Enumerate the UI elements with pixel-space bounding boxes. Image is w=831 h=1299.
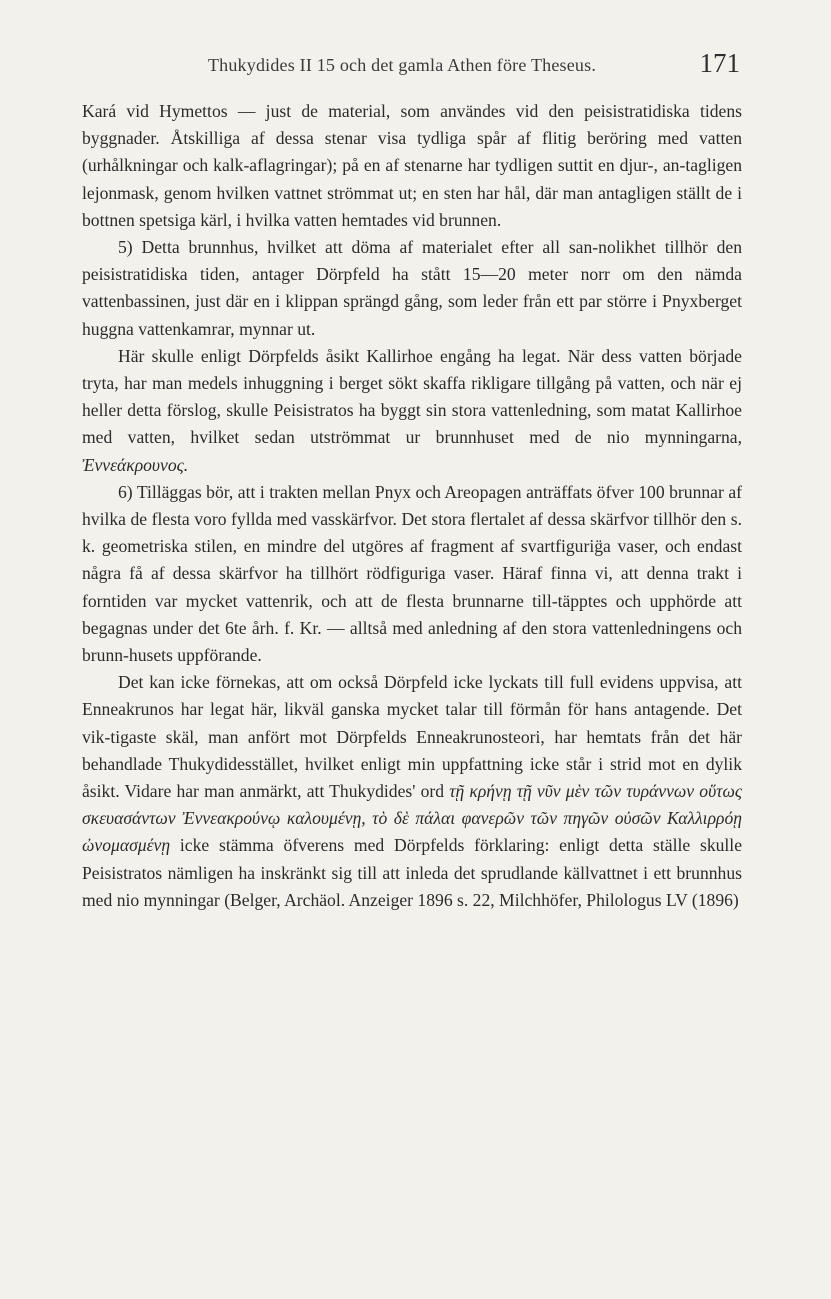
greek-term-enneakrunos: Ἐννεάκρουνος.	[82, 454, 189, 475]
page-header	[92, 48, 740, 86]
body-text	[82, 98, 742, 914]
paragraph-3-text: Här skulle enligt Dörpfelds åsikt Kallirhoe engång ha legat. När dess vatten började tryta, har man medels inhuggning i berget sökt skaffa rikligare tillgång på vatten, och när ej heller detta förslog, skulle Peisistratos ha byggt sin stora vattenledning, som matat Kallirhoe med vatten, hvilket sedan utströmmat ur brunnhuset med de nio mynningarna,	[82, 345, 742, 448]
paragraph-5	[82, 669, 742, 914]
paragraph-1-text: Kará vid Hymettos — just de material, som användes vid den peisistratidiska tidens byggnader. Åtskilliga af dessa stenar visa tydliga spår af flitig beröring med vatten (urhålkningar och kalk-aflagringar); på en af stenarne har tydligen suttit en djur-, an-tagligen lejonmask, genom hvilken vattnet strömmat ut; en sten har hål, där man antagligen ställt de i bottnen spetsiga kärl, i hvilka vatten hemtades vid brunnen.	[82, 101, 742, 230]
paragraph-4-text: 6) Tilläggas bör, att i trakten mellan Pnyx och Areopagen anträffats öfver 100 brunnar af hvilka de flesta voro fyllda med vasskärfvor. Det stora flertalet af dessa skärfvor tillhör den s. k. geometriska stilen, en mindre del utgöres af fragment af svartfigurig̈a vaser, och endast några få af dessa skärfvor ha tillhört rödfiguriga vaser. Häraf finna vi, att denna trakt i forntiden var mycket vattenrik, och att de flesta brunnarne till-täpptes och upphörde att begagnas under det 6te årh. f. Kr. — alltså med anledning af den stora vattenledningens och brunn-husets uppförande.	[82, 481, 742, 666]
paragraph-4	[82, 479, 742, 669]
paragraph-1	[82, 98, 742, 234]
paragraph-2	[82, 234, 742, 343]
paragraph-3	[82, 343, 742, 479]
paragraph-5-tail: icke stämma öfverens med Dörpfelds förklaring: enligt detta ställe skulle Peisistratos nämligen ha inskränkt sig till att inleda det sprudlande källvattnet i ett brunnhus med nio mynningar (Belger, Archäol. Anzeiger 1896 s. 22, Milchhöfer, Philologus LV (1896)	[82, 835, 743, 910]
page-number: 171	[699, 48, 740, 78]
paragraph-2-text: 5) Detta brunnhus, hvilket att döma af materialet efter all san-nolikhet tillhör den peisistratidiska tiden, antager Dörpfeld ha stått 15—20 meter norr om den nämda vattenbassinen, just där en i klippan sprängd gång, som leder från ett par större i Pnyxberget huggna vattenkamrar, mynnar ut.	[82, 237, 742, 339]
greek-quotation: τῇ κρήνῃ τῇ νῦν μὲν τῶν τυράννων οὕτως σκευασάντων Ἐννεακρούνῳ καλουμένῃ, τὸ δὲ πάλαι φανερῶν τῶν πηγῶν οὐσῶν Καλλιρρόῃ ὠνομασμένῃ	[82, 781, 743, 856]
paragraph-5-text: Det kan icke förnekas, att om också Dörpfeld icke lyckats till full evidens uppvisa, att Enneakrunos har legat här, likväl ganska mycket talar till förmån för hans antagende. Det vik-tigaste skäl, man anfört mot Dörpfelds Enneakrunosteori, har hemtats från det här behandlade Thukydidesstället, hvilket enligt min uppfattning icke står i strid mot en dylik åsikt. Vidare har man anmärkt, att Thukydides' ord	[82, 672, 742, 802]
running-title: Thukydides II 15 och det gamla Athen före Theseus.	[207, 55, 597, 75]
